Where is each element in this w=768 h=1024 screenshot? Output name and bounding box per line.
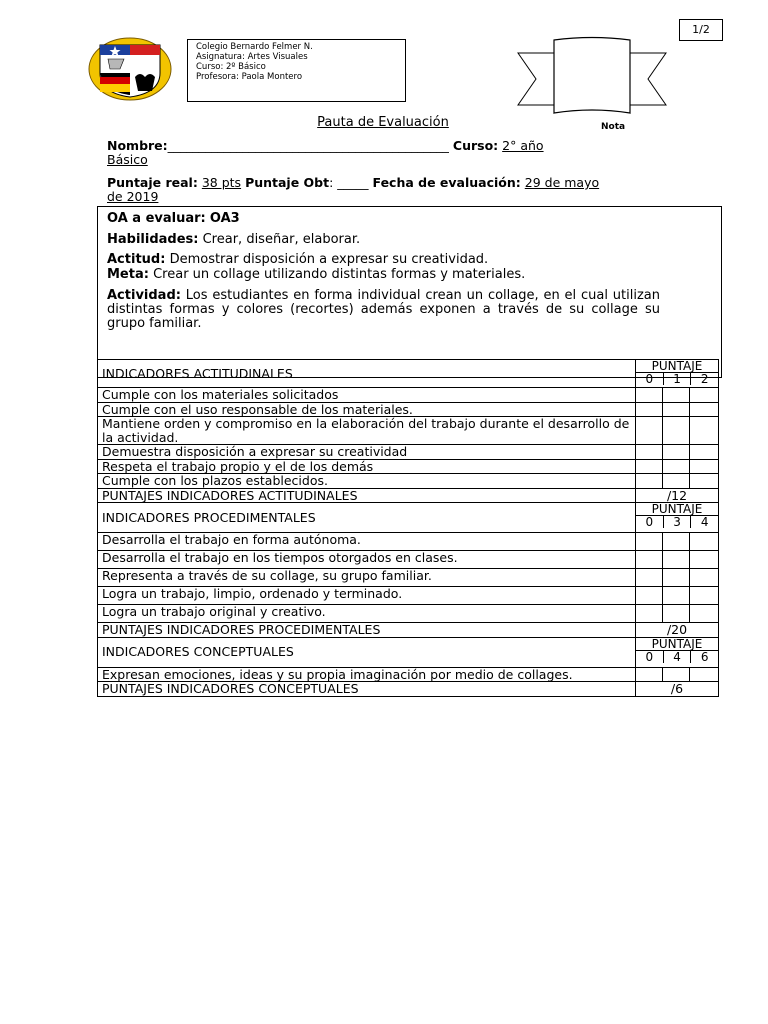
indicator-text: Logra un trabajo, limpio, ordenado y terminado. (98, 587, 636, 605)
table-row (98, 667, 719, 682)
oa-value: OA3 (209, 211, 240, 226)
puntaje-obt-blank[interactable]: : _____ (329, 175, 369, 190)
fecha-value-2: de 2019 (107, 189, 159, 204)
actividad-value: Los estudiantes en forma individual crean un collage, en el cual utilizan distintas formas y colores (recortes) además exponen a través de su collage su grupo familiar. (107, 288, 660, 331)
score-0: 0 (645, 372, 654, 386)
oa-line (107, 212, 660, 226)
school-subject: Asignatura: Artes Visuales (196, 52, 308, 62)
score-cell[interactable] (636, 474, 663, 489)
indicator-text: Cumple con los materiales solicitados (98, 388, 636, 403)
table-row (98, 459, 719, 474)
score-cell[interactable] (636, 533, 663, 551)
puntaje-label: PUNTAJE (651, 359, 703, 373)
score-cell[interactable] (690, 459, 719, 474)
total-label: PUNTAJES INDICADORES PROCEDIMENTALES (98, 623, 636, 638)
evaluation-table (97, 359, 719, 697)
score-cell[interactable] (636, 388, 663, 403)
school-info-box (187, 39, 406, 102)
actividad-paragraph (107, 289, 660, 331)
score-cell[interactable] (690, 533, 719, 551)
actitud-label: Actitud: (107, 252, 166, 267)
curso-label: Curso: (452, 138, 499, 153)
score-cell[interactable] (636, 667, 663, 682)
table-row (98, 569, 719, 587)
section-title: INDICADORES PROCEDIMENTALES (98, 503, 636, 533)
indicator-text: Respeta el trabajo propio y el de los demás (98, 459, 636, 474)
score-0: 0 (645, 515, 654, 529)
indicator-text: Cumple con los plazos establecidos. (98, 474, 636, 489)
score-cell[interactable] (690, 445, 719, 460)
indicator-text: Cumple con el uso responsable de los materiales. (98, 402, 636, 417)
score-cell[interactable] (663, 388, 690, 403)
section-header-procedimentales (98, 503, 719, 533)
nombre-label: Nombre: (107, 138, 168, 153)
score-cell[interactable] (663, 445, 690, 460)
puntaje-header (636, 503, 719, 533)
fecha-value: 29 de mayo (524, 175, 600, 190)
curso-value: 2° año (502, 138, 544, 153)
school-name: Colegio Bernardo Felmer N. (196, 42, 313, 52)
indicator-text: Expresan emociones, ideas y su propia imaginación por medio de collages. (98, 667, 636, 682)
score-cell[interactable] (663, 605, 690, 623)
score-cell[interactable] (690, 667, 719, 682)
total-value: /6 (636, 682, 719, 697)
score-cell[interactable] (690, 587, 719, 605)
score-0: 0 (645, 649, 654, 664)
page-title-text: Pauta de Evaluación (317, 115, 449, 130)
section-header-actitudinales (98, 360, 719, 388)
score-cell[interactable] (636, 587, 663, 605)
table-row (98, 551, 719, 569)
total-label: PUNTAJES INDICADORES ACTITUDINALES (98, 488, 636, 503)
table-row (98, 587, 719, 605)
score-cell[interactable] (690, 388, 719, 403)
nombre-blank[interactable]: _____________________________________________ (167, 138, 449, 153)
score-cell[interactable] (636, 402, 663, 417)
indicator-text: Logra un trabajo original y creativo. (98, 605, 636, 623)
school-course: Curso: 2º Básico (196, 62, 266, 72)
score-cell[interactable] (636, 445, 663, 460)
meta-line (107, 268, 660, 282)
school-teacher: Profesora: Paola Montero (196, 72, 303, 82)
score-cell[interactable] (663, 459, 690, 474)
actitud-value: Demostrar disposición a expresar su creatividad. (169, 252, 489, 267)
indicator-text: Representa a través de su collage, su grupo familiar. (98, 569, 636, 587)
score-cell[interactable] (636, 417, 663, 445)
fecha-label: Fecha de evaluación: (372, 175, 521, 190)
score-2: 2 (690, 373, 718, 385)
score-cell[interactable] (636, 459, 663, 474)
score-scale (636, 515, 718, 528)
puntaje-line (107, 176, 677, 190)
score-3: 3 (663, 516, 691, 528)
score-cell[interactable] (636, 605, 663, 623)
score-cell[interactable] (663, 551, 690, 569)
grade-ribbon-banner (514, 35, 670, 123)
score-cell[interactable] (663, 417, 690, 445)
actividad-label: Actividad: (107, 288, 181, 303)
total-value: /12 (636, 488, 719, 503)
table-row (98, 445, 719, 460)
puntaje-header (636, 360, 719, 388)
score-cell[interactable] (690, 551, 719, 569)
table-row (98, 388, 719, 403)
score-6: 6 (690, 651, 718, 663)
actitud-line (107, 253, 660, 267)
score-1: 1 (663, 373, 691, 385)
nota-label: Nota (601, 122, 626, 132)
meta-label: Meta: (107, 267, 149, 282)
page-title (0, 115, 768, 130)
puntaje-label: PUNTAJE (651, 502, 703, 516)
habilidades-label: Habilidades: (107, 232, 199, 247)
table-row (98, 605, 719, 623)
curso-value-2: Básico (107, 152, 148, 167)
indicator-text: Demuestra disposición a expresar su creatividad (98, 445, 636, 460)
habilidades-line (107, 233, 660, 247)
table-row (98, 533, 719, 551)
score-scale (636, 650, 718, 663)
score-cell[interactable] (663, 402, 690, 417)
score-cell[interactable] (663, 587, 690, 605)
oa-label: OA a evaluar: (107, 211, 206, 226)
total-row (98, 623, 719, 638)
total-row (98, 682, 719, 697)
score-cell[interactable] (663, 667, 690, 682)
puntaje-header (636, 637, 719, 667)
score-cell[interactable] (690, 605, 719, 623)
score-scale (636, 372, 718, 385)
score-cell[interactable] (690, 402, 719, 417)
total-row (98, 488, 719, 503)
score-cell[interactable] (663, 569, 690, 587)
indicator-text: Desarrolla el trabajo en los tiempos otorgados en clases. (98, 551, 636, 569)
score-cell[interactable] (690, 474, 719, 489)
score-cell[interactable] (663, 533, 690, 551)
score-cell[interactable] (690, 569, 719, 587)
indicator-text: Desarrolla el trabajo en forma autónoma. (98, 533, 636, 551)
puntaje-real-label: Puntaje real: (107, 175, 198, 190)
table-row (98, 402, 719, 417)
habilidades-value: Crear, diseñar, elaborar. (202, 232, 361, 247)
puntaje-obt-label: Puntaje Obt (245, 175, 330, 190)
score-cell[interactable] (636, 569, 663, 587)
total-value: /20 (636, 623, 719, 638)
page-number: 1/2 (679, 19, 723, 41)
puntaje-label: PUNTAJE (651, 637, 703, 651)
indicator-text: Mantiene orden y compromiso en la elaboración del trabajo durante el desarrollo de la actividad. (98, 417, 636, 445)
section-title: INDICADORES CONCEPTUALES (98, 637, 636, 667)
score-cell[interactable] (690, 417, 719, 445)
score-4: 4 (690, 516, 718, 528)
table-row (98, 417, 719, 445)
score-cell[interactable] (663, 474, 690, 489)
table-row (98, 474, 719, 489)
puntaje-real-value: 38 pts (201, 175, 242, 190)
nombre-curso-line (107, 139, 667, 153)
score-4: 4 (663, 651, 691, 663)
total-label: PUNTAJES INDICADORES CONCEPTUALES (98, 682, 636, 697)
score-cell[interactable] (636, 551, 663, 569)
school-crest-logo (88, 37, 172, 101)
meta-value: Crear un collage utilizando distintas formas y materiales. (153, 267, 526, 282)
section-title: INDICADORES ACTITUDINALES (98, 360, 636, 388)
fecha-value-cont (107, 190, 158, 204)
section-header-conceptuales (98, 637, 719, 667)
curso-value-cont (107, 153, 148, 167)
